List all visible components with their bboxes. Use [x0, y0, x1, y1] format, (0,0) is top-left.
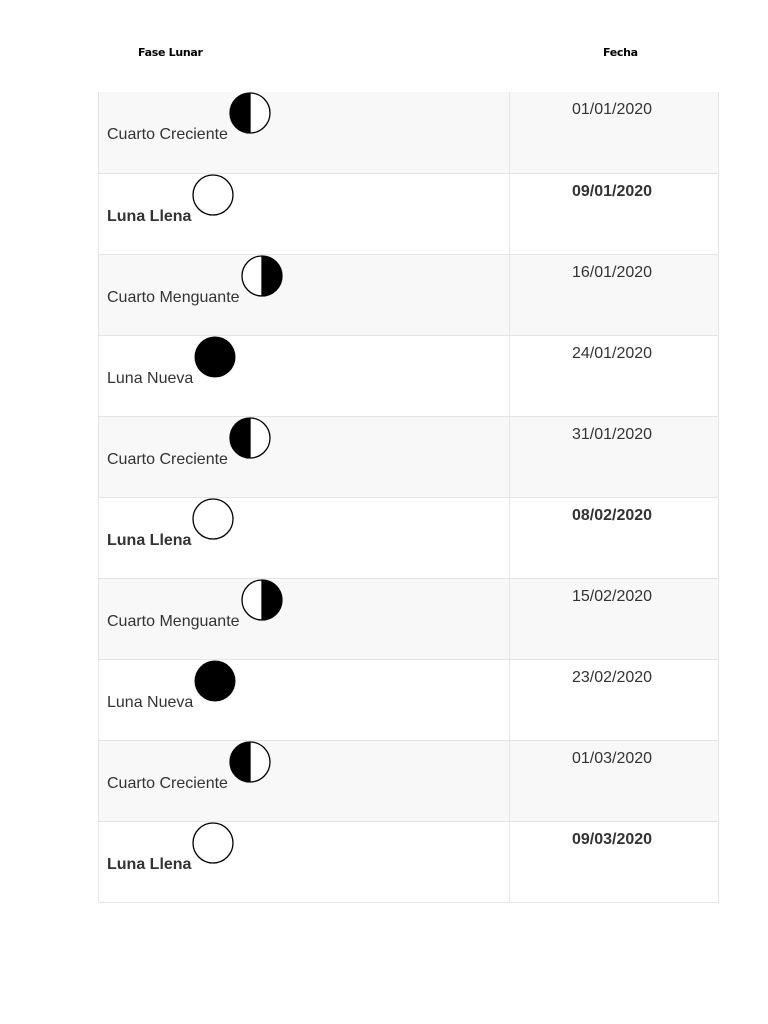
date-cell	[510, 659, 719, 740]
table-row	[99, 335, 719, 416]
full-moon-icon	[191, 497, 235, 541]
phase-cell	[99, 335, 510, 416]
date-value: 01/03/2020	[572, 749, 653, 767]
phase-name: Luna Llena	[107, 531, 192, 549]
table-row	[99, 821, 719, 902]
date-value: 24/01/2020	[572, 344, 653, 362]
date-cell	[510, 92, 719, 173]
phase-content	[107, 830, 235, 874]
phase-name: Cuarto Creciente	[107, 774, 228, 792]
date-cell	[510, 335, 719, 416]
last-quarter-moon-icon	[240, 254, 284, 298]
moon-phase-table	[98, 92, 719, 903]
phase-name: Cuarto Menguante	[107, 288, 240, 306]
date-cell	[510, 416, 719, 497]
table-header	[0, 46, 768, 64]
table-row	[99, 173, 719, 254]
full-moon-icon	[191, 173, 235, 217]
date-column-header: Fecha	[603, 46, 638, 59]
date-cell	[510, 821, 719, 902]
date-value: 16/01/2020	[572, 263, 653, 281]
date-value: 01/01/2020	[572, 101, 653, 118]
phase-name: Cuarto Menguante	[107, 612, 240, 630]
phase-content	[107, 182, 235, 226]
phase-cell	[99, 173, 510, 254]
phase-content	[107, 506, 235, 550]
date-value: 09/01/2020	[572, 182, 653, 200]
phase-cell	[99, 416, 510, 497]
first-quarter-moon-icon	[228, 91, 272, 135]
phase-cell	[99, 659, 510, 740]
date-value: 15/02/2020	[572, 587, 653, 605]
date-cell	[510, 173, 719, 254]
first-quarter-moon-icon	[228, 740, 272, 784]
phase-cell	[99, 578, 510, 659]
date-cell	[510, 497, 719, 578]
table-row	[99, 740, 719, 821]
phase-name: Cuarto Creciente	[107, 126, 228, 143]
phase-content	[107, 749, 272, 793]
phase-name: Cuarto Creciente	[107, 450, 228, 468]
table-row	[99, 578, 719, 659]
phase-name: Luna Llena	[107, 207, 192, 225]
date-value: 08/02/2020	[572, 506, 653, 524]
phase-cell	[99, 254, 510, 335]
table-row	[99, 416, 719, 497]
phase-cell	[99, 821, 510, 902]
phase-column-header: Fase Lunar	[138, 46, 203, 59]
phase-cell	[99, 740, 510, 821]
first-quarter-moon-icon	[228, 416, 272, 460]
phase-content	[107, 425, 272, 469]
date-cell	[510, 254, 719, 335]
date-value: 09/03/2020	[572, 830, 653, 848]
table-row	[99, 92, 719, 173]
phase-content	[107, 344, 237, 388]
phase-cell	[99, 92, 510, 173]
phase-content	[107, 587, 284, 631]
phase-name: Luna Nueva	[107, 693, 194, 711]
table-row	[99, 659, 719, 740]
table-row	[99, 254, 719, 335]
date-cell	[510, 740, 719, 821]
phase-name: Luna Nueva	[107, 369, 194, 387]
new-moon-icon	[193, 335, 237, 379]
full-moon-icon	[191, 821, 235, 865]
date-value: 31/01/2020	[572, 425, 653, 443]
phase-content	[107, 100, 272, 144]
table-row	[99, 497, 719, 578]
phase-content	[107, 263, 284, 307]
phase-cell	[99, 497, 510, 578]
phase-content	[107, 668, 237, 712]
new-moon-icon	[193, 659, 237, 703]
date-value: 23/02/2020	[572, 668, 653, 686]
last-quarter-moon-icon	[240, 578, 284, 622]
phase-name: Luna Llena	[107, 855, 192, 873]
date-cell	[510, 578, 719, 659]
